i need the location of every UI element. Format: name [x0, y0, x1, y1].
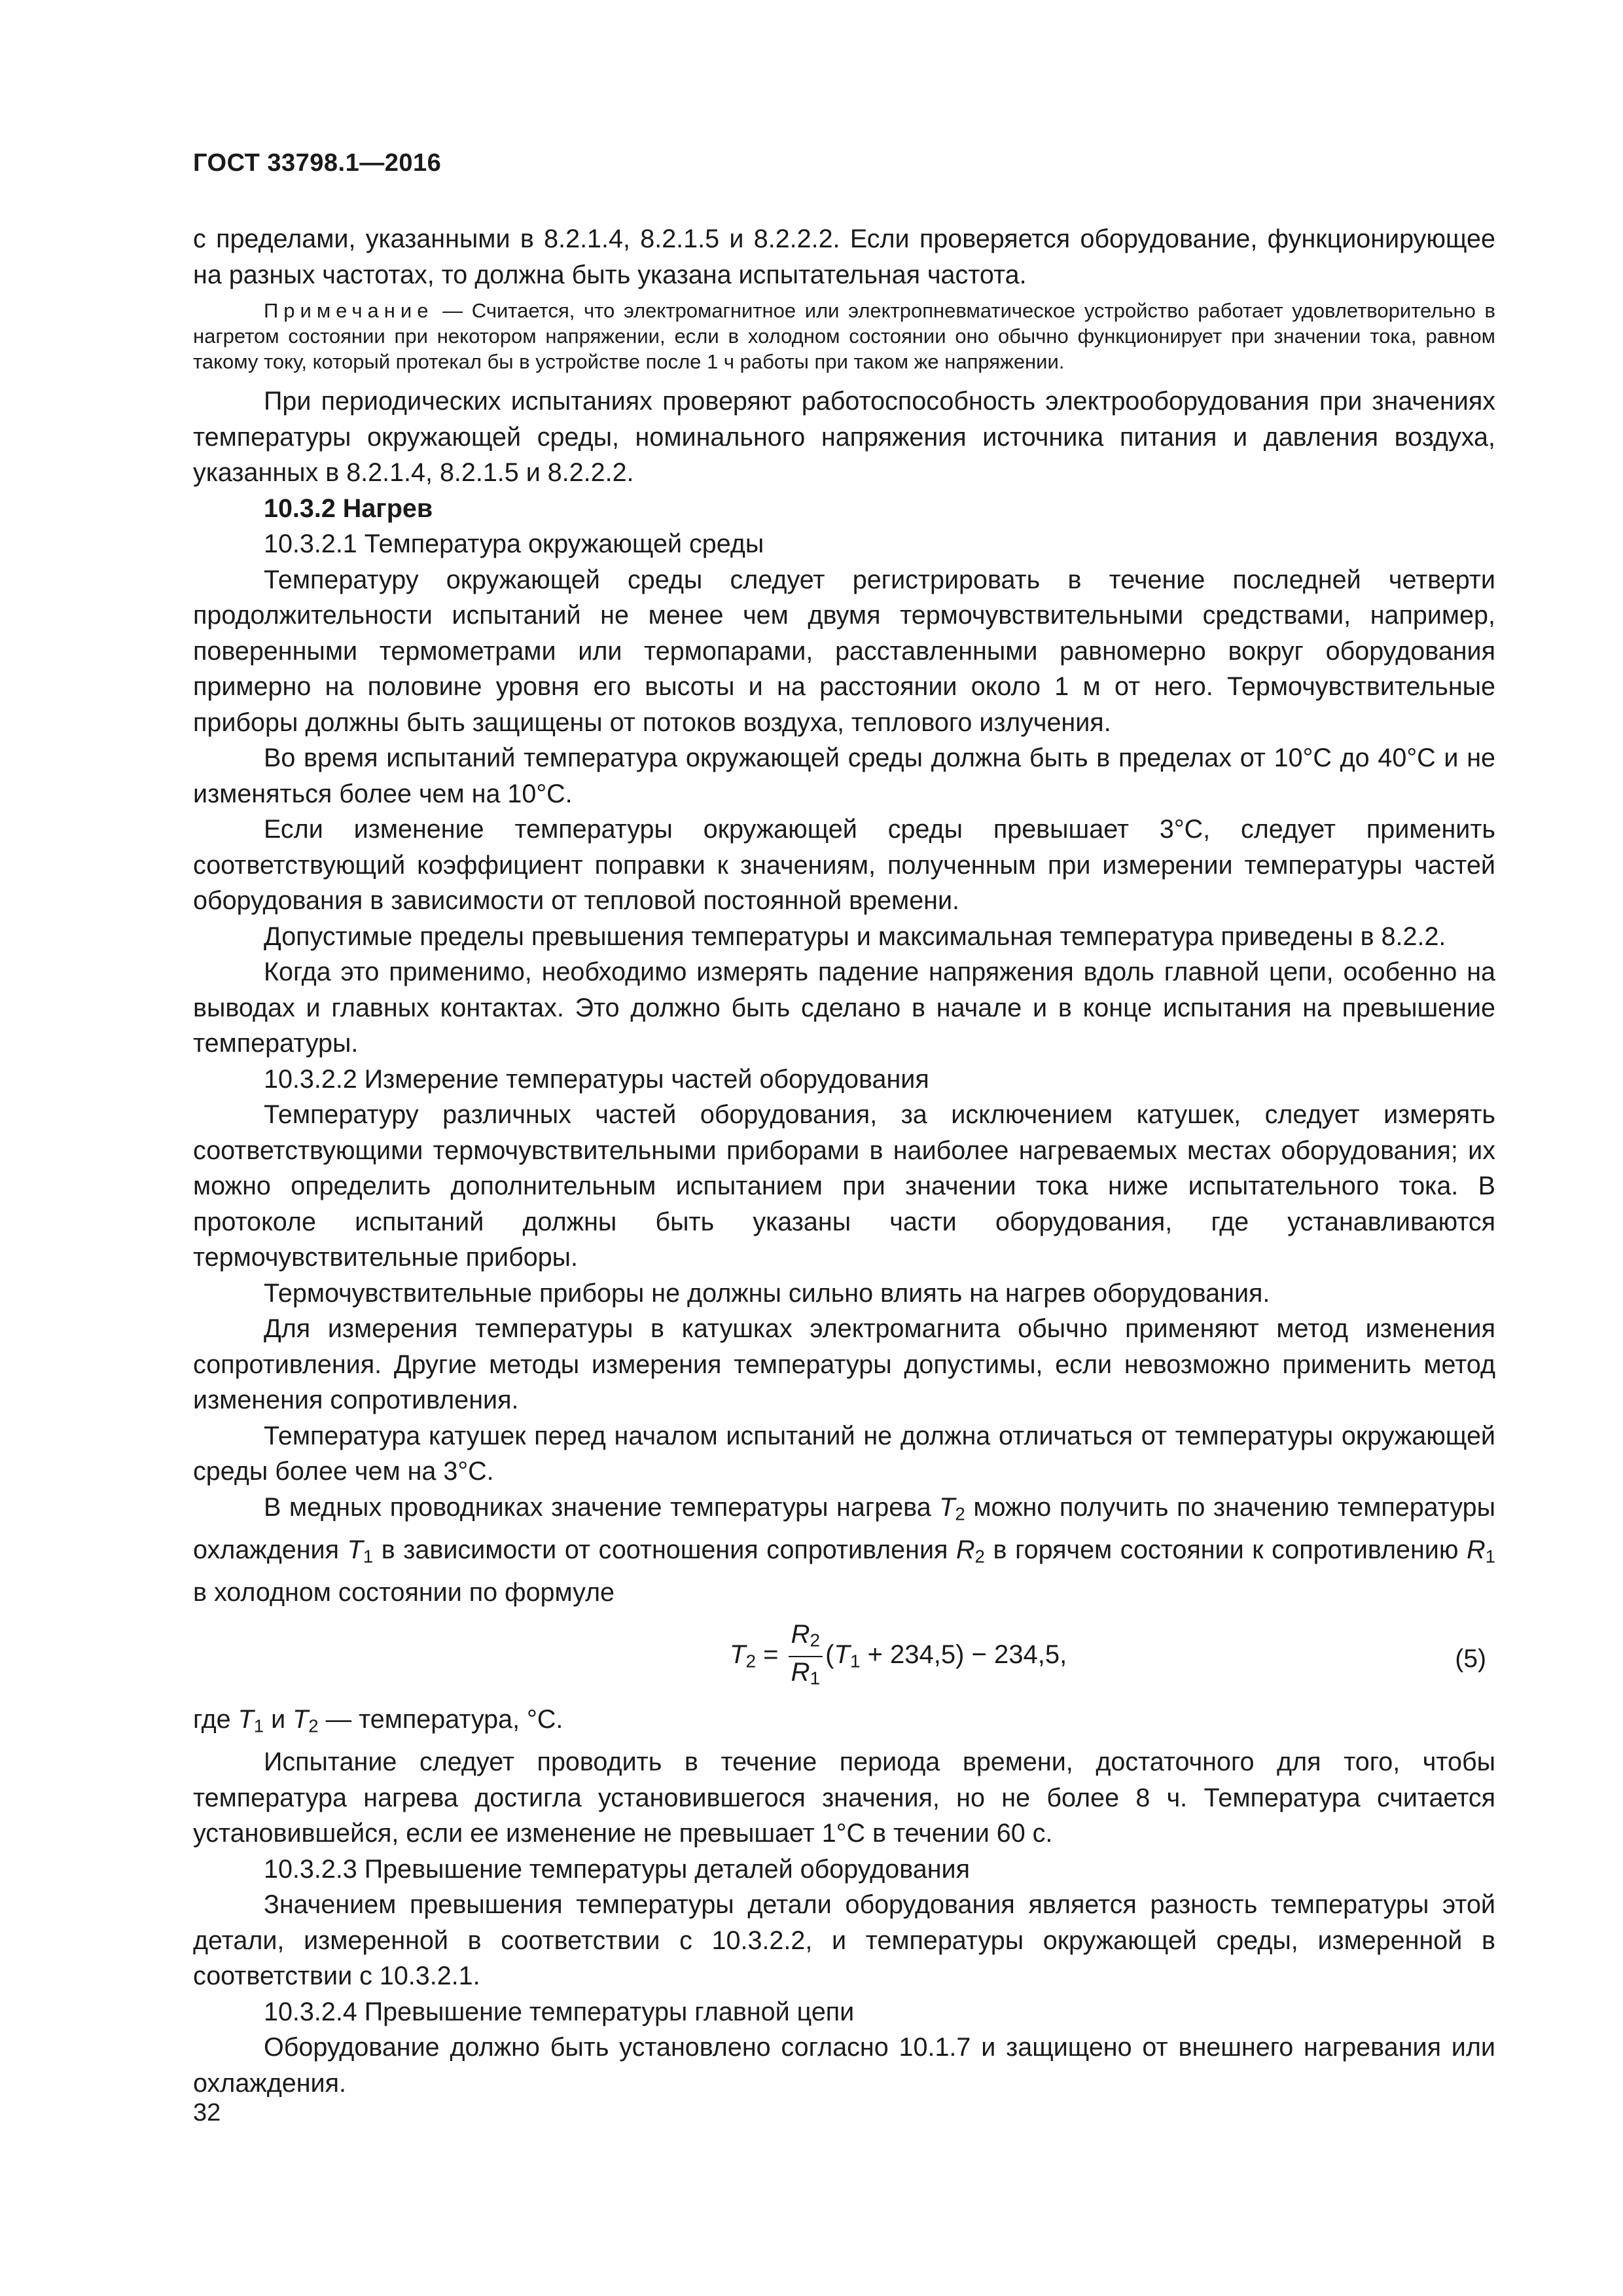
paragraph: Во время испытаний температура окружающей среды должна быть в пределах от 10°С до 40°С и не изменяться более чем на 10°С. [193, 744, 1495, 808]
formula-5 [193, 1614, 1495, 1699]
page-number: 32 [193, 2099, 221, 2126]
var-t1: $T_1$ [347, 1535, 374, 1567]
var-r1: $R_1$ [1467, 1535, 1495, 1567]
formula-number: (5) [1455, 1645, 1486, 1674]
subsection-heading-10-3-2-1: 10.3.2.1 Температура окружающей среды [264, 529, 764, 558]
note-label: Примечание [264, 299, 434, 322]
paragraph: Термочувствительные приборы не должны сильно влиять на нагрев оборудования. [264, 1278, 1270, 1308]
paragraph: Для измерения температуры в катушках электромагнита обычно применяют метод изменения сопротивления. Другие методы измерения температуры допустимы, если невозможно применить метод изменения сопротивления. [193, 1314, 1495, 1414]
paragraph: Температуру различных частей оборудования, за исключением катушек, следует измерять соответствующими термочувствительными приборами в наиболее нагреваемых местах оборудования; их можно определить дополнительным испытанием при значении тока ниже испытательного тока. В протоколе испытаний должны быть указаны части оборудования, где устанавливаются термочувствительные приборы. [193, 1100, 1495, 1272]
paragraph-formula-intro: В медных проводниках значение температуры нагрева $T_2$ можно получить по значению температуры охлаждения $T_1$ в зависимости от соотношения сопротивления $R_2$ в горячем состоянии к сопротивлению $R_1$ в холодном состоянии по формуле [193, 1492, 1495, 1607]
paragraph: Допустимые пределы превышения температуры и максимальная температура приведены в 8.2.2. [264, 922, 1446, 951]
paragraph: Когда это применимо, необходимо измерять падение напряжения вдоль главной цепи, особенно на выводах и главных контактах. Это должно быть сделано в начале и в конце испытания на превышение температуры. [193, 958, 1495, 1058]
note [193, 298, 1495, 374]
subsection-heading-10-3-2-4: 10.3.2.4 Превышение температуры главной цепи [264, 1997, 855, 2026]
formula-expression: $T_2$ = $\frac{R_2}{R_1}$ $(T_1 + 234,5) - 234,5$, [730, 1619, 1067, 1693]
subsection-heading-10-3-2-2: 10.3.2.2 Измерение температуры частей оборудования [264, 1064, 929, 1094]
paragraph: Если изменение температуры окружающей среды превышает 3°С, следует применить соответствующий коэффициент поправки к значениям, полученным при измерении температуры частей оборудования в зависимости от тепловой постоянной времени. [193, 815, 1495, 915]
paragraph: Температура катушек перед началом испытаний не должна отличаться от температуры окружающей среды более чем на 3°С. [193, 1421, 1495, 1486]
paragraph: Оборудование должно быть установлено согласно 10.1.7 и защищено от внешнего нагревания или охлаждения. [193, 2033, 1495, 2098]
section-heading-10-3-2: 10.3.2 Нагрев [264, 493, 433, 523]
paragraph: Испытание следует проводить в течение периода времени, достаточного для того, чтобы температура нагрева достигла установившегося значения, но не более 8 ч. Температура считается установившейся, если ее изменение не превышает 1°С в течении 60 с. [193, 1748, 1495, 1848]
paragraph: Температуру окружающей среды следует регистрировать в течение последней четверти продолжительности испытаний не менее чем двумя термочувствительными средствами, например, поверенными термометрами или термопарами, расставленными равномерно вокруг оборудования примерно на половине уровня его высоты и на расстоянии около 1 м от него. Термочувствительные приборы должны быть защищены от потоков воздуха, теплового излучения. [193, 565, 1495, 737]
formula-fraction: $\frac{R_2}{R_1}$ [789, 1619, 823, 1693]
document-body [193, 221, 1495, 2101]
paragraph: с пределами, указанными в 8.2.1.4, 8.2.1.5 и 8.2.2.2. Если проверяется оборудование, функционирующее на разных частотах, то должна быть указана испытательная частота. [193, 224, 1495, 289]
formula-where: где $T_1$ и $T_2$ — температура, °С. [193, 1705, 563, 1736]
var-r2: $R_2$ [956, 1535, 985, 1567]
paragraph: При периодических испытаниях проверяют работоспособность электрооборудования при значениях температуры окружающей среды, номинального напряжения источника питания и давления воздуха, указанных в 8.2.1.4, 8.2.1.5 и 8.2.2.2. [193, 387, 1495, 487]
paragraph: Значением превышения температуры детали оборудования является разность температуры этой детали, измеренной в соответствии с 10.3.2.2, и температуры окружающей среды, измеренной в соответствии с 10.3.2.1. [193, 1890, 1495, 1991]
note-text: — Считается, что электромагнитное или электропневматическое устройство работает удовлетворительно в нагретом состоянии при некотором напряжении, если в холодном состоянии оно обычно функционирует при значении тока, равном такому току, который протекал бы в устройстве после 1 ч работы при таком же напряжении. [193, 299, 1495, 373]
subsection-heading-10-3-2-3: 10.3.2.3 Превышение температуры деталей оборудования [264, 1854, 970, 1884]
document-header: ГОСТ 33798.1—2016 [193, 149, 442, 177]
var-t2: $T_2$ [939, 1492, 965, 1524]
